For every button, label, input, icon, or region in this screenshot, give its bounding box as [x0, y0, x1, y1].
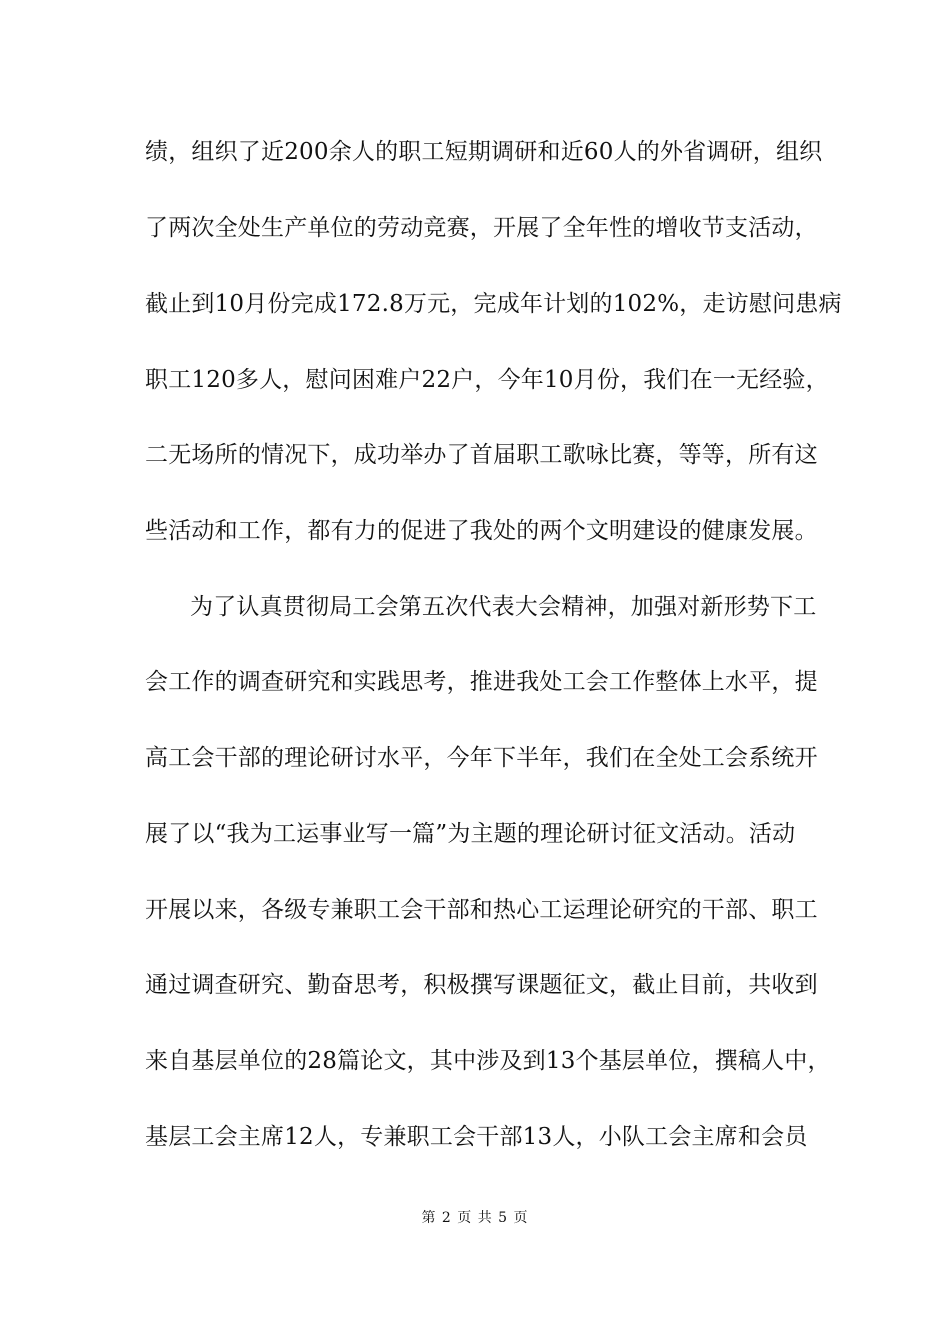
- text-line: 来自基层单位的28篇论文，其中涉及到13个基层单位，撰稿人中，: [145, 1048, 831, 1074]
- text-line: 高工会干部的理论研讨水平，今年下半年，我们在全处工会系统开: [145, 745, 818, 771]
- paragraph-start-line: 为了认真贯彻局工会第五次代表大会精神，加强对新形势下工: [190, 594, 817, 620]
- text-line: 截止到10月份完成172.8万元，完成年计划的102%，走访慰问患病: [145, 291, 842, 317]
- text-line: 通过调查研究、勤奋思考，积极撰写课题征文，截止目前，共收到: [145, 972, 818, 998]
- text-line: 展了以“我为工运事业写一篇”为主题的理论研讨征文活动。活动: [145, 821, 796, 847]
- text-line: 绩，组织了近200余人的职工短期调研和近60人的外省调研，组织: [145, 139, 823, 165]
- text-line: 职工120多人，慰问困难户22户，今年10月份，我们在一无经验，: [145, 367, 829, 393]
- text-line: 了两次全处生产单位的劳动竞赛，开展了全年性的增收节支活动，: [145, 215, 818, 241]
- text-line: 些活动和工作，都有力的促进了我处的两个文明建设的健康发展。: [145, 518, 818, 544]
- text-line: 开展以来，各级专兼职工会干部和热心工运理论研究的干部、职工: [145, 897, 818, 923]
- text-line: 二无场所的情况下，成功举办了首届职工歌咏比赛，等等，所有这: [145, 442, 818, 468]
- text-line: 会工作的调查研究和实践思考，推进我处工会工作整体上水平，提: [145, 669, 818, 695]
- text-line: 基层工会主席12人，专兼职工会干部13人，小队工会主席和会员: [145, 1124, 808, 1150]
- page-number-footer: 第 2 页 共 5 页: [421, 1210, 529, 1226]
